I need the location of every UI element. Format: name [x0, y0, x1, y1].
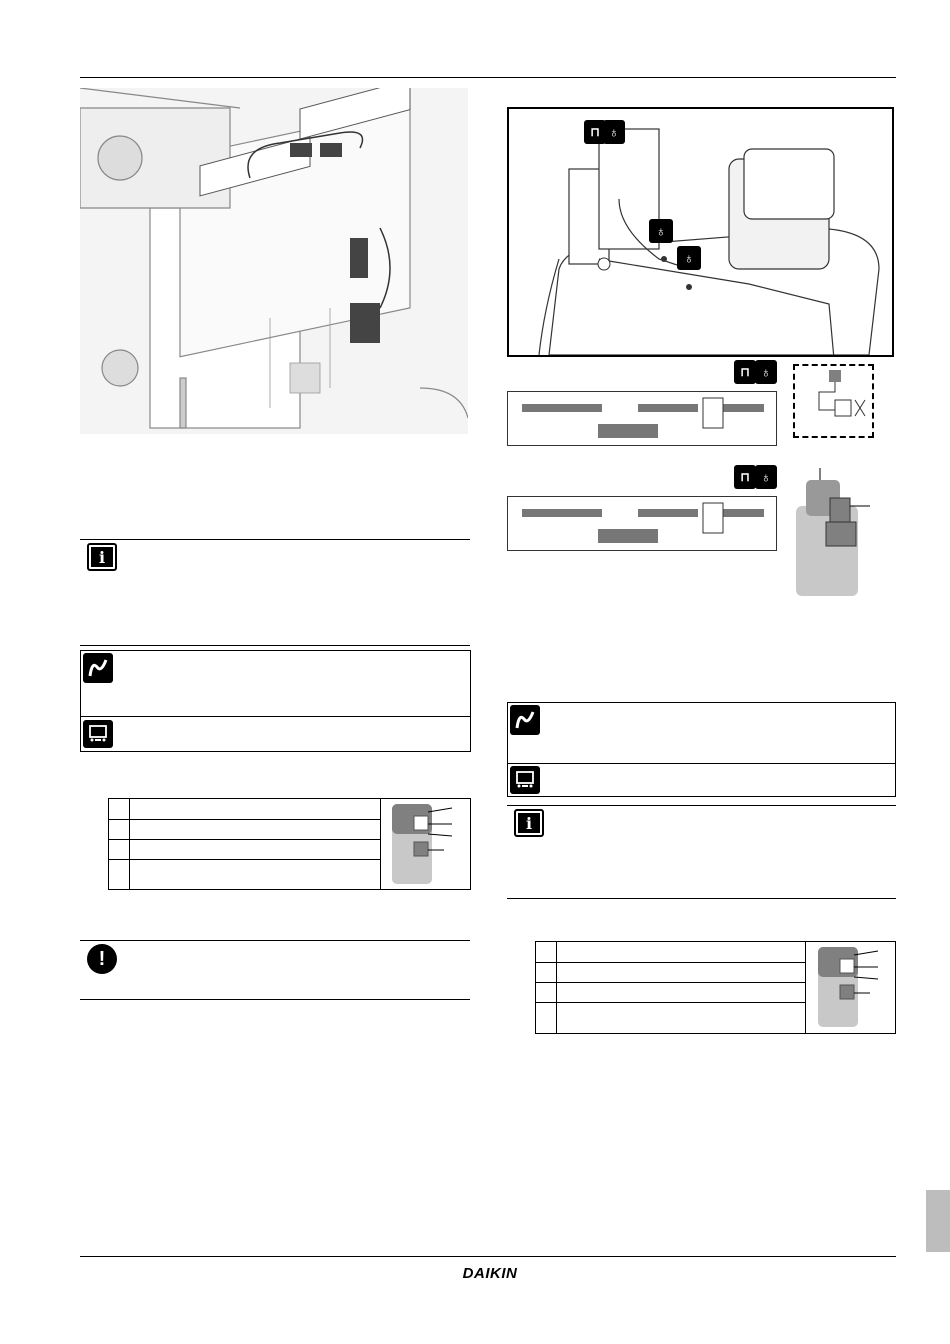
- sensor-marker-icon-3: ♁: [677, 246, 701, 270]
- installer-icon: ⊓: [584, 120, 606, 144]
- electrical-box-right: [507, 702, 896, 764]
- chapter-tab-marker: [926, 1190, 950, 1252]
- sensor-marker-icon-2: ♁: [649, 219, 673, 243]
- legend-right-row-1-text: [556, 941, 806, 963]
- legend-right-row-4-text: [556, 1002, 806, 1034]
- user-interface-box: [80, 717, 471, 752]
- legend-row-1-text: [129, 798, 381, 820]
- legend-right-row-2-text: [556, 962, 806, 983]
- valve-box: [793, 364, 874, 438]
- legend-row-1-num: [108, 798, 130, 820]
- sensor-icon-right: [810, 943, 894, 1031]
- sensor-icon: [384, 800, 468, 888]
- installer-icon-2: ⊓: [734, 360, 756, 384]
- legend-right-row-2-num: [535, 962, 557, 983]
- legend-right-row-4-num: [535, 1002, 557, 1034]
- legend-row-4-num: [108, 859, 130, 890]
- legend-right-row-3-num: [535, 982, 557, 1003]
- warning-icon: !: [87, 944, 117, 974]
- user-interface-icon-right: [510, 766, 540, 794]
- legend-row-3-text: [129, 839, 381, 860]
- legend-row-2-num: [108, 819, 130, 840]
- user-interface-box-right: [507, 763, 896, 797]
- switch-box-illustration: [80, 88, 468, 434]
- electrical-icon: [83, 653, 113, 683]
- header-rule: [80, 77, 896, 78]
- daikin-logo: DAIKIN: [462, 1264, 518, 1282]
- legend-right-row-3-text: [556, 982, 806, 1003]
- warning-notice-top-rule: [80, 940, 470, 941]
- info-notice-right-bottom-rule: [507, 898, 896, 899]
- info-icon-right: i: [514, 809, 544, 837]
- electrical-icon-right: [510, 705, 540, 735]
- sensor-marker-icon-5: ♁: [755, 465, 777, 489]
- legend-row-2-text: [129, 819, 381, 840]
- info-notice-top-rule: [80, 539, 470, 540]
- legend-row-3-num: [108, 839, 130, 860]
- terminal-board-2: [507, 496, 777, 551]
- info-icon: i: [87, 543, 117, 571]
- legend-right-row-1-num: [535, 941, 557, 963]
- sensor-marker-icon-4: ♁: [755, 360, 777, 384]
- info-notice-bottom-rule: [80, 645, 470, 646]
- warning-notice-bottom-rule: [80, 999, 470, 1000]
- info-notice-right-top-rule: [507, 805, 896, 806]
- footer-rule: [80, 1256, 896, 1257]
- unit-illustration: [507, 107, 894, 357]
- electrical-box: [80, 650, 471, 717]
- sensor-marker-icon: ♁: [603, 120, 625, 144]
- legend-row-4-text: [129, 859, 381, 890]
- unit-drawing: [509, 109, 892, 355]
- installer-icon-3: ⊓: [734, 465, 756, 489]
- terminal-board-1: [507, 391, 777, 446]
- switch-box-drawing: [80, 88, 468, 434]
- sensor-large-figure: [790, 466, 876, 600]
- user-interface-icon: [83, 720, 113, 748]
